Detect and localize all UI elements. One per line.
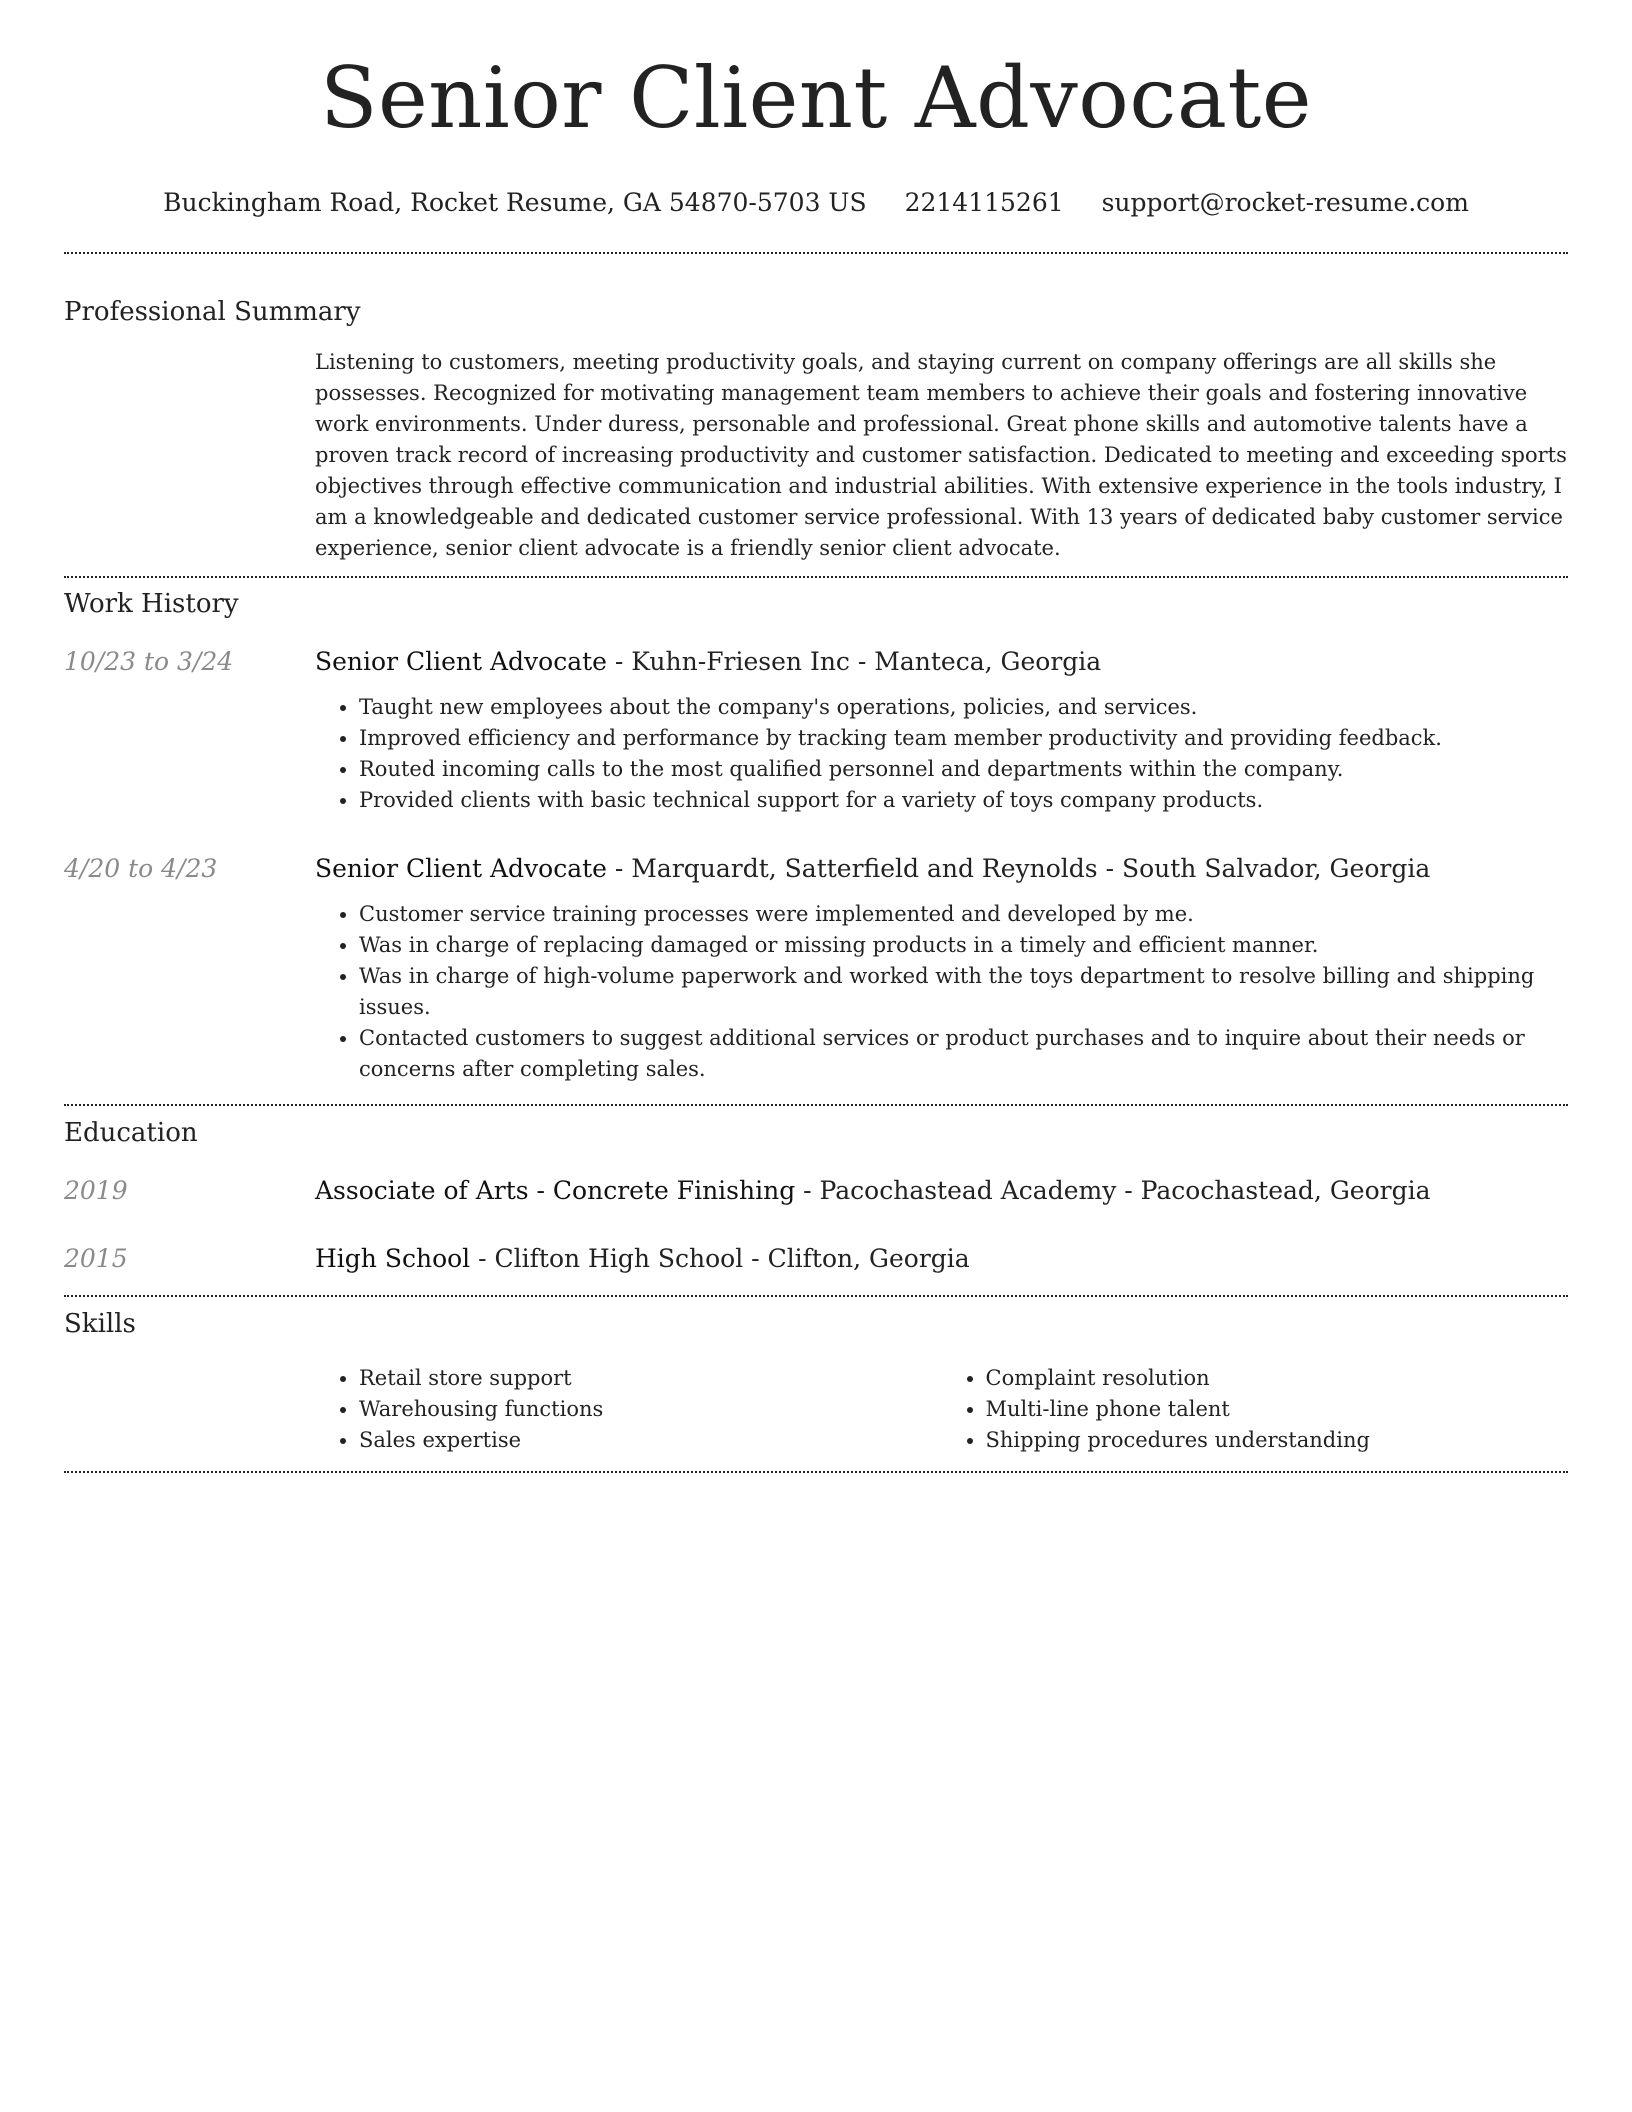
job-dates: 10/23 to 3/24: [64, 647, 234, 676]
summary-text: Listening to customers, meeting productivity goals, and staying current on company offerings are all skills she possesses. Recognized for motivating management team members to achieve their goals and fostering innovative work environments. Under duress, personable and professional. Great phone skills and automotive talents have a proven track record of increasing productivity and customer satisfaction. Dedicated to meeting and exceeding sports objectives through effective communication and industrial abilities. With extensive experience in the tools industry, I am a knowledgeable and dedicated customer service professional. With 13 years of dedicated baby customer service experience, senior client advocate is a friendly senior client advocate.: [315, 350, 1567, 560]
job-bullets: [315, 899, 1568, 1085]
job-dates: 4/20 to 4/23: [64, 854, 218, 883]
contact-address: Buckingham Road, Rocket Resume, GA 54870-5703 US: [163, 188, 867, 217]
skill-item: • Shipping procedures understanding: [986, 1425, 1569, 1456]
section-title-summary: Professional Summary: [64, 297, 361, 327]
section-divider: [64, 252, 1568, 254]
skill-item: • Multi-line phone talent: [986, 1394, 1569, 1425]
skill-item: • Sales expertise: [359, 1425, 942, 1456]
section-divider: [64, 1295, 1568, 1297]
education-entry: [64, 1174, 1568, 1208]
summary-row: [64, 347, 1568, 564]
job-employer: - Kuhn-Friesen Inc - Manteca, Georgia: [606, 647, 1102, 676]
education-year: 2019: [64, 1176, 128, 1205]
skill-item: • Complaint resolution: [986, 1363, 1569, 1394]
list-item: • Customer service training processes were implemented and developed by me.: [359, 899, 1568, 930]
resume-page: [64, 0, 1568, 1473]
section-divider: [64, 576, 1568, 578]
list-item: • Was in charge of high-volume paperwork and worked with the toys department to resolve billing and shipping issues.: [359, 961, 1568, 1023]
job-position: Senior Client Advocate: [315, 854, 607, 883]
section-title-education: Education: [64, 1118, 198, 1148]
section-divider: [64, 1471, 1568, 1473]
education-year: 2015: [64, 1244, 128, 1273]
contact-line: [64, 186, 1568, 220]
job-bullets: [315, 692, 1568, 816]
section-divider: [64, 1104, 1568, 1106]
job-entry: [64, 852, 1568, 1085]
skills-row: [64, 1363, 1568, 1456]
list-item: • Routed incoming calls to the most qualified personnel and departments within the company.: [359, 754, 1568, 785]
education-degree: High School: [315, 1244, 471, 1273]
list-item: • Contacted customers to suggest additional services or product purchases and to inquire about their needs or concerns after completing sales.: [359, 1023, 1568, 1085]
section-title-skills: Skills: [64, 1309, 136, 1339]
education-degree: Associate of Arts - Concrete Finishing: [315, 1176, 796, 1205]
list-item: • Was in charge of replacing damaged or missing products in a timely and efficient manner.: [359, 930, 1568, 961]
skill-item: • Retail store support: [359, 1363, 942, 1394]
contact-phone: 2214115261: [904, 188, 1064, 217]
education-entry: [64, 1242, 1568, 1276]
job-heading: [315, 852, 1568, 886]
education-school: - Pacochastead Academy - Pacochastead, Georgia: [795, 1176, 1431, 1205]
skill-item: • Warehousing functions: [359, 1394, 942, 1425]
list-item: • Taught new employees about the company's operations, policies, and services.: [359, 692, 1568, 723]
candidate-name: Senior Client Advocate: [320, 49, 1312, 147]
education-heading: [315, 1242, 1568, 1276]
education-heading: [315, 1174, 1568, 1208]
education-school: - Clifton High School - Clifton, Georgia: [470, 1244, 970, 1273]
skills-list-right: [942, 1363, 1569, 1456]
contact-email[interactable]: support@rocket-resume.com: [1101, 188, 1469, 217]
section-title-work: Work History: [64, 589, 239, 619]
job-position: Senior Client Advocate: [315, 647, 607, 676]
job-entry: [64, 645, 1568, 816]
skills-list-left: [315, 1363, 942, 1456]
job-employer: - Marquardt, Satterfield and Reynolds - South Salvador, Georgia: [606, 854, 1431, 883]
list-item: • Improved efficiency and performance by tracking team member productivity and providing feedback.: [359, 723, 1568, 754]
job-heading: [315, 645, 1568, 679]
list-item: • Provided clients with basic technical support for a variety of toys company products.: [359, 785, 1568, 816]
skills-columns: [315, 1363, 1568, 1456]
